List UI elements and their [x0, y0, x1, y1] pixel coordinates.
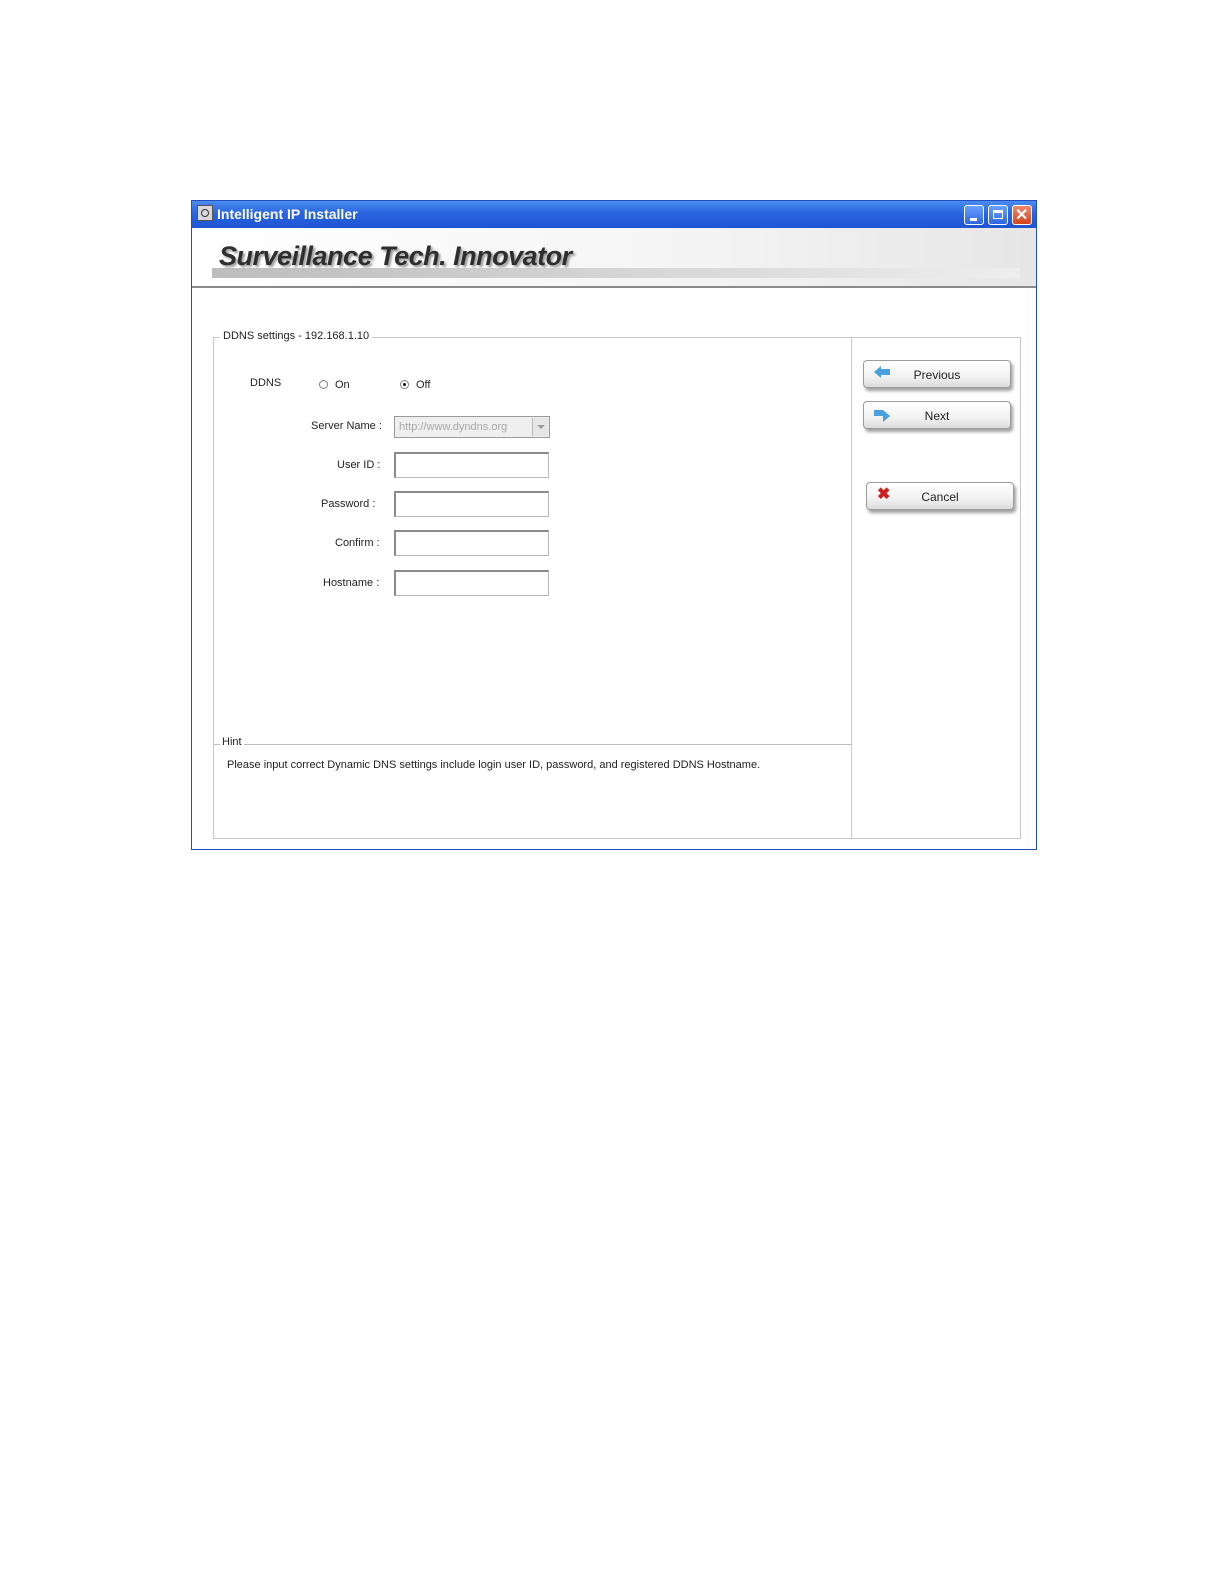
banner-logo-text: Surveillance Tech. Innovator	[219, 241, 572, 271]
previous-button[interactable]	[863, 360, 1011, 388]
hint-legend: Hint	[222, 736, 242, 748]
ddns-settings-legend: DDNS settings - 192.168.1.10	[220, 330, 372, 342]
password-field[interactable]	[394, 491, 549, 517]
window-title: Intelligent IP Installer	[217, 206, 358, 222]
close-icon: ✕	[1015, 207, 1029, 224]
ddns-on-label[interactable]: On	[335, 379, 350, 391]
hint-text: Please input correct Dynamic DNS settings include login user ID, password, and registered DDNS Hostname.	[227, 759, 761, 771]
ddns-off-radio[interactable]	[400, 380, 409, 389]
title-bar[interactable]	[192, 201, 1036, 228]
minimize-button[interactable]	[964, 205, 984, 225]
ddns-label: DDNS	[250, 377, 282, 389]
hint-divider	[214, 744, 851, 745]
red-x-icon: ✖	[877, 486, 891, 503]
ddns-on-radio[interactable]	[319, 380, 328, 389]
next-button-label: Next	[924, 409, 950, 423]
hostname-label: Hostname :	[323, 577, 380, 589]
password-label: Password :	[321, 498, 376, 510]
cancel-button[interactable]	[866, 482, 1014, 510]
brand-banner	[192, 228, 1036, 288]
ddns-off-label[interactable]: Off	[416, 379, 431, 391]
previous-button-label: Previous	[913, 368, 961, 382]
camera-icon	[197, 205, 213, 221]
close-button[interactable]	[1012, 205, 1032, 225]
user-id-label: User ID :	[337, 459, 381, 471]
maximize-button[interactable]	[988, 205, 1008, 225]
installer-window	[191, 200, 1037, 850]
button-panel-divider	[851, 338, 852, 838]
confirm-password-field[interactable]	[394, 530, 549, 556]
user-id-field[interactable]	[394, 452, 549, 478]
next-button[interactable]	[863, 401, 1011, 429]
ddns-settings-group	[213, 330, 1021, 839]
chevron-down-icon[interactable]	[532, 418, 548, 436]
maximize-icon	[993, 210, 1003, 219]
server-name-value: http://www.dyndns.org	[399, 421, 508, 433]
cancel-button-label: Cancel	[921, 490, 959, 504]
server-name-label: Server Name :	[311, 420, 382, 432]
minimize-icon	[970, 218, 977, 221]
server-name-select[interactable]	[394, 416, 550, 438]
hostname-field[interactable]	[394, 570, 549, 596]
confirm-label: Confirm :	[335, 537, 380, 549]
